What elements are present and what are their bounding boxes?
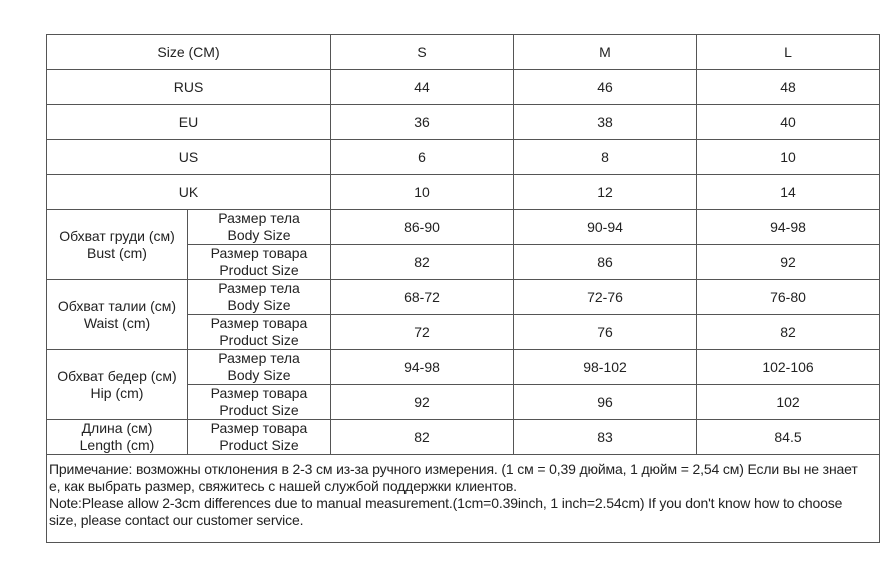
sub-label-ru: Размер товара xyxy=(210,385,308,401)
sub-label-ru: Размер тела xyxy=(218,210,300,226)
sub-label xyxy=(188,385,331,420)
group-label-ru: Обхват груди (см) xyxy=(59,227,175,244)
sub-label xyxy=(188,350,331,385)
size-chart-table xyxy=(46,34,880,543)
table-cell: 83 xyxy=(514,420,697,455)
sub-label xyxy=(188,280,331,315)
sub-label-en: Body Size xyxy=(227,227,291,243)
row-label: US xyxy=(47,140,331,175)
table-row xyxy=(47,70,880,105)
table-cell: 48 xyxy=(697,70,880,105)
table-cell: 68-72 xyxy=(331,280,514,315)
sub-label-ru: Размер товара xyxy=(210,420,308,436)
group-label-hip xyxy=(47,350,188,420)
table-cell: 72-76 xyxy=(514,280,697,315)
row-label: RUS xyxy=(47,70,331,105)
group-label-ru: Длина (см) xyxy=(81,420,153,436)
sub-label-ru: Размер товара xyxy=(210,245,308,261)
table-cell: 96 xyxy=(514,385,697,420)
note-line: е, как выбрать размер, свяжитесь с нашей службой поддержки клиентов. xyxy=(49,478,517,494)
sub-label-en: Product Size xyxy=(219,332,299,348)
table-cell: 82 xyxy=(331,420,514,455)
row-label: EU xyxy=(47,105,331,140)
table-cell: 36 xyxy=(331,105,514,140)
table-cell: 10 xyxy=(697,140,880,175)
table-cell: 10 xyxy=(331,175,514,210)
row-label: UK xyxy=(47,175,331,210)
group-label-waist xyxy=(47,280,188,350)
table-cell: 14 xyxy=(697,175,880,210)
sub-label-ru: Размер тела xyxy=(218,280,300,296)
table-cell: 6 xyxy=(331,140,514,175)
header-row xyxy=(47,35,880,70)
group-label-en: Length (cm) xyxy=(79,437,155,453)
group-label-en: Bust (cm) xyxy=(87,244,147,261)
table-cell: 94-98 xyxy=(331,350,514,385)
sub-label xyxy=(188,420,331,455)
table-cell: 86-90 xyxy=(331,210,514,245)
table-row xyxy=(47,140,880,175)
table-row xyxy=(47,105,880,140)
sub-label-en: Product Size xyxy=(219,437,299,453)
table-cell: 92 xyxy=(697,245,880,280)
table-cell: 72 xyxy=(331,315,514,350)
note-cell xyxy=(47,455,880,543)
sub-label-en: Product Size xyxy=(219,262,299,278)
header-label: Size (CM) xyxy=(47,35,331,70)
table-cell: 38 xyxy=(514,105,697,140)
sub-label-en: Product Size xyxy=(219,402,299,418)
group-label-ru: Обхват талии (см) xyxy=(57,297,177,314)
group-label-en: Hip (cm) xyxy=(90,384,144,401)
group-label-length xyxy=(47,420,188,455)
group-label-en: Waist (cm) xyxy=(83,314,151,331)
sub-label xyxy=(188,210,331,245)
table-row xyxy=(47,350,880,385)
table-row xyxy=(47,420,880,455)
note-row xyxy=(47,455,880,543)
table-cell: 40 xyxy=(697,105,880,140)
size-l-header: L xyxy=(697,35,880,70)
sub-label-en: Body Size xyxy=(227,297,291,313)
table-cell: 94-98 xyxy=(697,210,880,245)
table-cell: 8 xyxy=(514,140,697,175)
sub-label xyxy=(188,315,331,350)
table-cell: 84.5 xyxy=(697,420,880,455)
sub-label xyxy=(188,245,331,280)
size-m-header: M xyxy=(514,35,697,70)
table-cell: 76-80 xyxy=(697,280,880,315)
table-row xyxy=(47,175,880,210)
table-cell: 76 xyxy=(514,315,697,350)
note-line: Примечание: возможны отклонения в 2-3 см из-за ручного измерения. (1 см = 0,39 дюйма, 1 дюйм = 2,54 см) Если вы не знает xyxy=(49,461,858,477)
table-cell: 98-102 xyxy=(514,350,697,385)
table-row xyxy=(47,210,880,245)
note-line: Note:Please allow 2-3cm differences due to manual measurement.(1cm=0.39inch, 1 inch=2.54cm) If you don't know how to choose xyxy=(49,495,843,511)
size-s-header: S xyxy=(331,35,514,70)
note-line: size, please contact our customer service. xyxy=(49,512,304,528)
table-cell: 90-94 xyxy=(514,210,697,245)
table-cell: 102-106 xyxy=(697,350,880,385)
table-row xyxy=(47,280,880,315)
sub-label-ru: Размер тела xyxy=(218,350,300,366)
sub-label-en: Body Size xyxy=(227,367,291,383)
table-cell: 46 xyxy=(514,70,697,105)
table-cell: 12 xyxy=(514,175,697,210)
group-label-bust xyxy=(47,210,188,280)
group-label-ru: Обхват бедер (см) xyxy=(57,367,177,384)
table-cell: 86 xyxy=(514,245,697,280)
table-cell: 92 xyxy=(331,385,514,420)
table-cell: 82 xyxy=(697,315,880,350)
table-cell: 102 xyxy=(697,385,880,420)
table-cell: 82 xyxy=(331,245,514,280)
table-cell: 44 xyxy=(331,70,514,105)
sub-label-ru: Размер товара xyxy=(210,315,308,331)
